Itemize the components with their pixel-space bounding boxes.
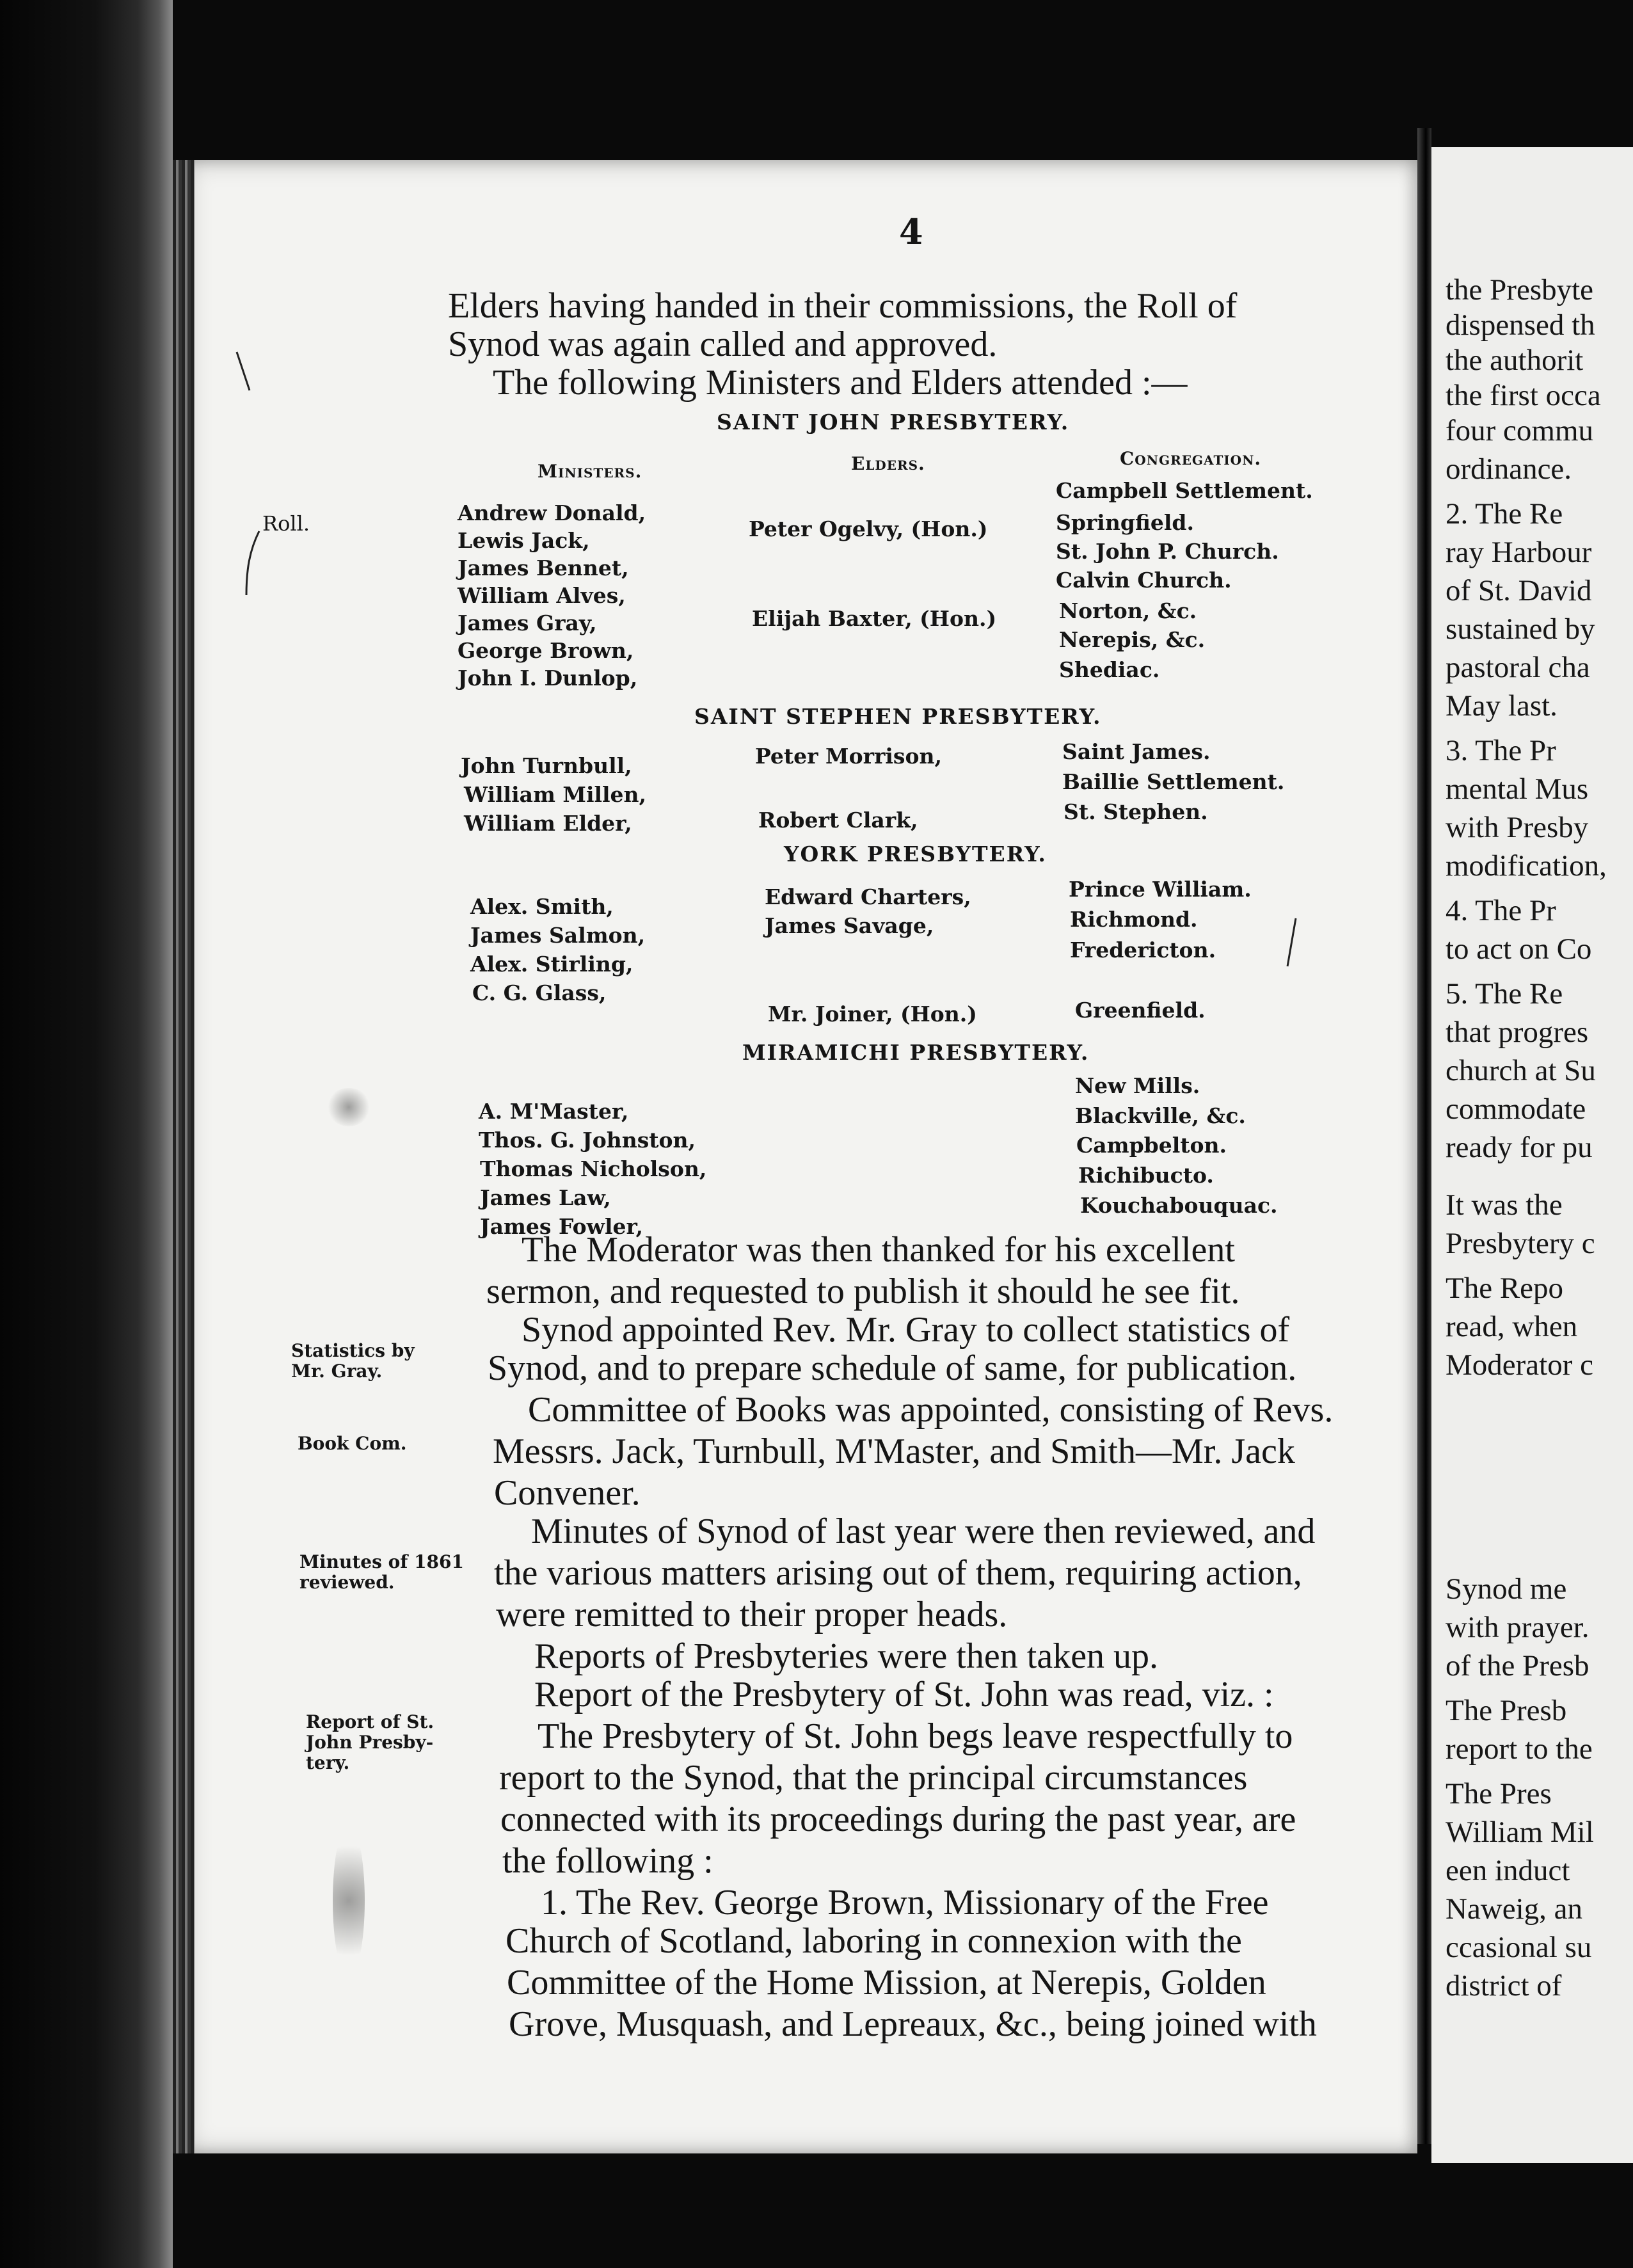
- facing-page-line: commodate: [1446, 1092, 1586, 1126]
- margin-note-report: Report of St. John Presby- tery.: [306, 1711, 434, 1774]
- column-header-elders: Elders.: [851, 453, 925, 474]
- congregation-name: Springfield.: [1056, 510, 1194, 535]
- body-line: Synod appointed Rev. Mr. Gray to collect statistics of: [522, 1310, 1290, 1350]
- body-line: the various matters arising out of them, requiring action,: [494, 1553, 1302, 1593]
- minister-name: Thomas Nicholson,: [480, 1156, 707, 1181]
- facing-page-line: 4. The Pr: [1446, 894, 1556, 927]
- facing-page-line: William Mil: [1446, 1816, 1594, 1849]
- facing-page-line: Synod me: [1446, 1572, 1567, 1606]
- presbytery-heading: YORK PRESBYTERY.: [784, 842, 1047, 866]
- elder-name: Peter Ogelvy, (Hon.): [749, 516, 988, 541]
- facing-page-line: mental Mus: [1446, 772, 1589, 806]
- facing-page-line: church at Su: [1446, 1054, 1596, 1087]
- page-edge: [173, 160, 195, 2153]
- congregation-name: Norton, &c.: [1059, 598, 1197, 623]
- minister-name: John Turnbull,: [461, 753, 632, 778]
- body-line: Committee of Books was appointed, consisting of Revs.: [528, 1390, 1334, 1430]
- minister-name: William Elder,: [464, 811, 632, 836]
- page-damage: [333, 1824, 365, 1977]
- facing-page-line: Naweig, an: [1446, 1892, 1583, 1926]
- body-line: The Presbytery of St. John begs leave respectfully to: [538, 1716, 1293, 1756]
- elder-name: Mr. Joiner, (Hon.): [768, 1002, 977, 1026]
- facing-page-line: een induct: [1446, 1854, 1570, 1887]
- facing-page-line: four commu: [1446, 414, 1594, 447]
- elder-name: Edward Charters,: [765, 884, 971, 909]
- minister-name: James Salmon,: [470, 923, 646, 948]
- facing-page-line: with Presby: [1446, 811, 1589, 844]
- minister-name: Lewis Jack,: [458, 528, 590, 553]
- congregation-name: Saint James.: [1062, 739, 1211, 764]
- facing-page-line: modification,: [1446, 849, 1607, 882]
- intro-line: Synod was again called and approved.: [448, 324, 998, 364]
- margin-note-minutes: Minutes of 1861 reviewed.: [299, 1551, 465, 1593]
- facing-page-line: the first occa: [1446, 379, 1601, 412]
- facing-page-line: with prayer.: [1446, 1611, 1589, 1644]
- facing-page-line: 5. The Re: [1446, 977, 1563, 1010]
- elder-name: James Savage,: [765, 913, 934, 938]
- body-line: sermon, and requested to publish it should he see fit.: [486, 1272, 1240, 1311]
- minister-name: James Fowler,: [480, 1214, 644, 1239]
- body-line: Messrs. Jack, Turnbull, M'Master, and Smith—Mr. Jack: [493, 1432, 1295, 1471]
- facing-page-line: May last.: [1446, 689, 1557, 723]
- congregation-name: Fredericton.: [1070, 938, 1216, 962]
- congregation-name: Nerepis, &c.: [1059, 627, 1206, 652]
- body-line: Committee of the Home Mission, at Nerepis, Golden: [507, 1963, 1266, 2002]
- presbytery-heading: SAINT STEPHEN PRESBYTERY.: [694, 704, 1102, 729]
- congregation-name: Richmond.: [1070, 907, 1198, 932]
- scan-background-left: [0, 0, 173, 2268]
- body-line: connected with its proceedings during the past year, are: [500, 1800, 1296, 1839]
- facing-page-line: ccasional su: [1446, 1931, 1592, 1964]
- facing-page-line: The Pres: [1446, 1777, 1552, 1810]
- body-line: Church of Scotland, laboring in connexion with the: [506, 1921, 1242, 1961]
- facing-page-line: read, when: [1446, 1310, 1578, 1343]
- congregation-name: Prince William.: [1069, 877, 1252, 902]
- facing-page-line: Presbytery c: [1446, 1227, 1595, 1260]
- presbytery-heading: SAINT JOHN PRESBYTERY.: [717, 410, 1070, 435]
- minister-name: A. M'Master,: [479, 1099, 629, 1124]
- minister-name: Alex. Stirling,: [470, 952, 633, 977]
- facing-page: [1431, 147, 1633, 2163]
- congregation-name: St. Stephen.: [1063, 799, 1208, 824]
- facing-page-line: The Repo: [1446, 1272, 1564, 1305]
- facing-page-line: Moderator c: [1446, 1348, 1593, 1382]
- facing-page-line: dispensed th: [1446, 308, 1595, 342]
- margin-note-book-committee: Book Com.: [298, 1433, 407, 1454]
- congregation-name: New Mills.: [1075, 1073, 1200, 1098]
- congregation-name: Greenfield.: [1075, 998, 1206, 1023]
- facing-page-line: pastoral cha: [1446, 651, 1590, 684]
- facing-page-line: ready for pu: [1446, 1131, 1593, 1164]
- facing-page-line: report to the: [1446, 1732, 1593, 1766]
- minister-name: Alex. Smith,: [470, 894, 614, 919]
- minister-name: James Bennet,: [458, 555, 629, 580]
- body-line: the following :: [502, 1841, 713, 1881]
- congregation-name: Blackville, &c.: [1075, 1103, 1246, 1128]
- presbytery-heading: MIRAMICHI PRESBYTERY.: [742, 1040, 1090, 1065]
- body-line: Reports of Presbyteries were then taken up.: [534, 1636, 1159, 1676]
- facing-page-line: of St. David: [1446, 574, 1592, 607]
- body-line: Convener.: [494, 1473, 641, 1513]
- minister-name: James Gray,: [458, 611, 597, 635]
- margin-note-roll: Roll.: [262, 511, 310, 536]
- facing-page-line: It was the: [1446, 1188, 1563, 1222]
- congregation-name: Campbelton.: [1076, 1133, 1227, 1158]
- body-line: Minutes of Synod of last year were then reviewed, and: [531, 1512, 1316, 1551]
- book-gutter: [1417, 128, 1431, 2144]
- minister-name: William Millen,: [464, 782, 647, 807]
- body-line: were remitted to their proper heads.: [496, 1595, 1008, 1634]
- elder-name: Peter Morrison,: [755, 744, 942, 769]
- body-line: Report of the Presbytery of St. John was read, viz. :: [534, 1675, 1274, 1714]
- body-line: Grove, Musquash, and Lepreaux, &c., being joined with: [509, 2004, 1317, 2044]
- pencil-mark: [230, 346, 269, 602]
- body-line: Synod, and to prepare schedule of same, for publication.: [488, 1348, 1297, 1388]
- congregation-name: Richibucto.: [1078, 1163, 1214, 1188]
- facing-page-line: ray Harbour: [1446, 536, 1592, 569]
- facing-page-line: ordinance.: [1446, 452, 1572, 486]
- column-header-ministers: Ministers.: [538, 461, 642, 482]
- elder-name: Robert Clark,: [758, 808, 918, 833]
- facing-page-line: The Presb: [1446, 1694, 1567, 1727]
- facing-page-line: that progres: [1446, 1016, 1589, 1049]
- minister-name: George Brown,: [458, 638, 634, 663]
- facing-page-line: district of: [1446, 1969, 1562, 2002]
- margin-note-statistics: Statistics by Mr. Gray.: [291, 1340, 415, 1382]
- congregation-name: Campbell Settlement.: [1056, 478, 1313, 503]
- facing-page-line: to act on Co: [1446, 932, 1592, 966]
- congregation-name: St. John P. Church.: [1056, 539, 1279, 564]
- minister-name: Andrew Donald,: [458, 500, 646, 525]
- facing-page-line: 3. The Pr: [1446, 734, 1556, 767]
- facing-page-line: 2. The Re: [1446, 497, 1563, 531]
- congregation-name: Calvin Church.: [1056, 568, 1232, 593]
- intro-line: Elders having handed in their commissions, the Roll of: [448, 286, 1238, 326]
- body-line: report to the Synod, that the principal circumstances: [499, 1758, 1248, 1798]
- facing-page-line: the Presbyte: [1446, 273, 1594, 307]
- ink-stain: [326, 1088, 371, 1126]
- body-line: The Moderator was then thanked for his excellent: [522, 1230, 1235, 1270]
- elder-name: Elijah Baxter, (Hon.): [752, 606, 997, 631]
- pencil-mark: [1280, 915, 1305, 973]
- minister-name: C. G. Glass,: [472, 980, 607, 1005]
- intro-line: The following Ministers and Elders attended :—: [493, 363, 1188, 403]
- facing-page-line: the authorit: [1446, 344, 1584, 377]
- facing-page-line: of the Presb: [1446, 1649, 1589, 1682]
- facing-page-line: sustained by: [1446, 612, 1595, 646]
- body-line: 1. The Rev. George Brown, Missionary of the Free: [541, 1883, 1269, 1922]
- column-header-congregation: Congregation.: [1120, 448, 1262, 469]
- congregation-name: Baillie Settlement.: [1062, 769, 1285, 794]
- minister-name: John I. Dunlop,: [458, 666, 638, 691]
- congregation-name: Shediac.: [1059, 657, 1160, 682]
- minister-name: Thos. G. Johnston,: [479, 1128, 696, 1153]
- congregation-name: Kouchabouquac.: [1080, 1193, 1278, 1218]
- minister-name: James Law,: [480, 1185, 611, 1210]
- minister-name: William Alves,: [458, 583, 626, 608]
- page-number: 4: [899, 211, 923, 252]
